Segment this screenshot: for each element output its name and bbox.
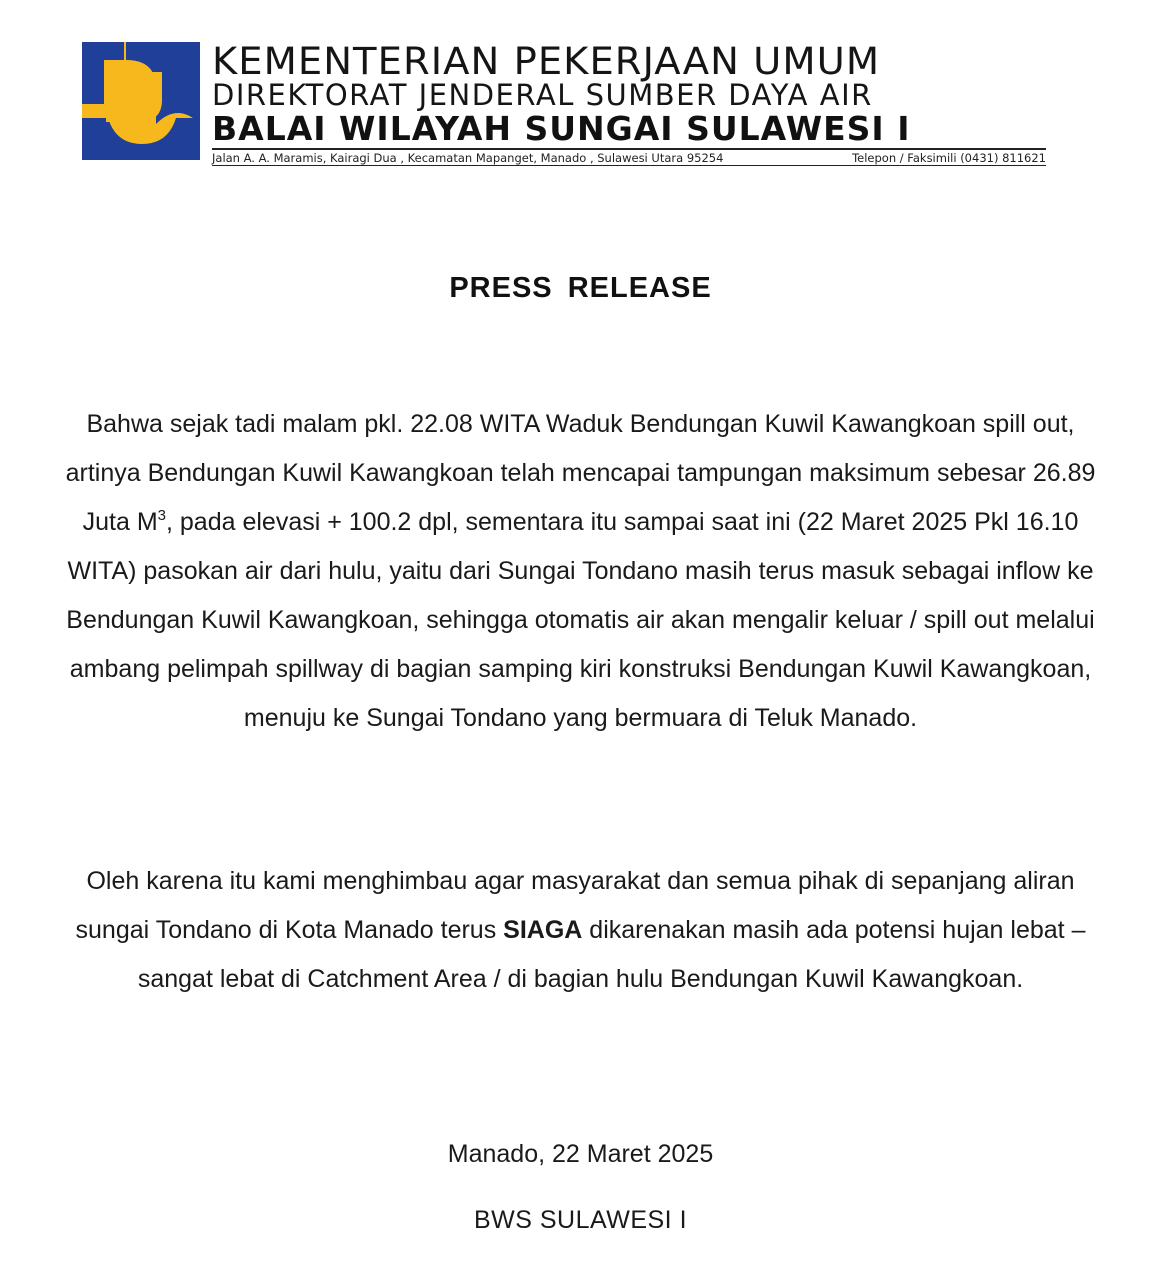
paragraph1-text-b: , pada elevasi + 100.2 dpl, sementara itu sampai saat ini (22 Maret 2025 Pkl 16.10 WITA) pasokan air dari hulu, yaitu dari Sungai Tondano masih terus masuk sebagai inflow ke Bendungan Kuwil Kawangkoan, sehingga otomatis air akan mengalir keluar / spill out melalui ambang pelimpah spillway di bagian samping kiri konstruksi Bendungan Kuwil Kawangkoan, menuju ke Sungai Tondano yang bermuara di Teluk Manado.: [66, 508, 1095, 732]
paragraph1-text-a: Bahwa sejak tadi malam pkl. 22.08 WITA Waduk Bendungan Kuwil Kawangkoan spill out, artinya Bendungan Kuwil Kawangkoan telah mencapai tampungan maksimum sebesar 26.89 Juta M: [65, 410, 1096, 536]
ministry-logo-icon: [82, 42, 200, 160]
directorate-name: DIREKTORAT JENDERAL SUMBER DAYA AIR: [212, 78, 873, 112]
ministry-name: KEMENTERIAN PEKERJAAN UMUM: [212, 40, 881, 83]
office-phone: Telepon / Faksimili (0431) 811621: [852, 151, 1046, 165]
paragraph2-text-a: Oleh karena itu kami menghimbau agar masyarakat dan semua pihak di sepanjang aliran sungai Tondano di Kota Manado terus: [75, 867, 1075, 944]
place-date: Manado, 22 Maret 2025: [447, 1140, 714, 1168]
letterhead: [82, 42, 1052, 164]
siaga-alert: SIAGA: [503, 916, 583, 944]
paragraph2-text-b: dikarenakan masih ada potensi hujan lebat – sangat lebat di Catchment Area / di bagian hulu Bendungan Kuwil Kawangkoan.: [137, 916, 1086, 993]
paragraph-appeal: [60, 857, 1101, 1004]
paragraph-spill-out: [60, 400, 1101, 743]
office-address: Jalan A. A. Maramis, Kairagi Dua , Kecamatan Mapanget, Manado , Sulawesi Utara 95254: [212, 151, 724, 165]
document-title: PRESS RELEASE: [449, 272, 712, 304]
address-line: [212, 148, 1046, 166]
letterhead-text: [212, 42, 1052, 166]
signatory: BWS SULAWESI I: [473, 1206, 688, 1234]
office-name: BALAI WILAYAH SUNGAI SULAWESI I: [212, 109, 911, 148]
superscript-cubed: 3: [157, 507, 166, 524]
